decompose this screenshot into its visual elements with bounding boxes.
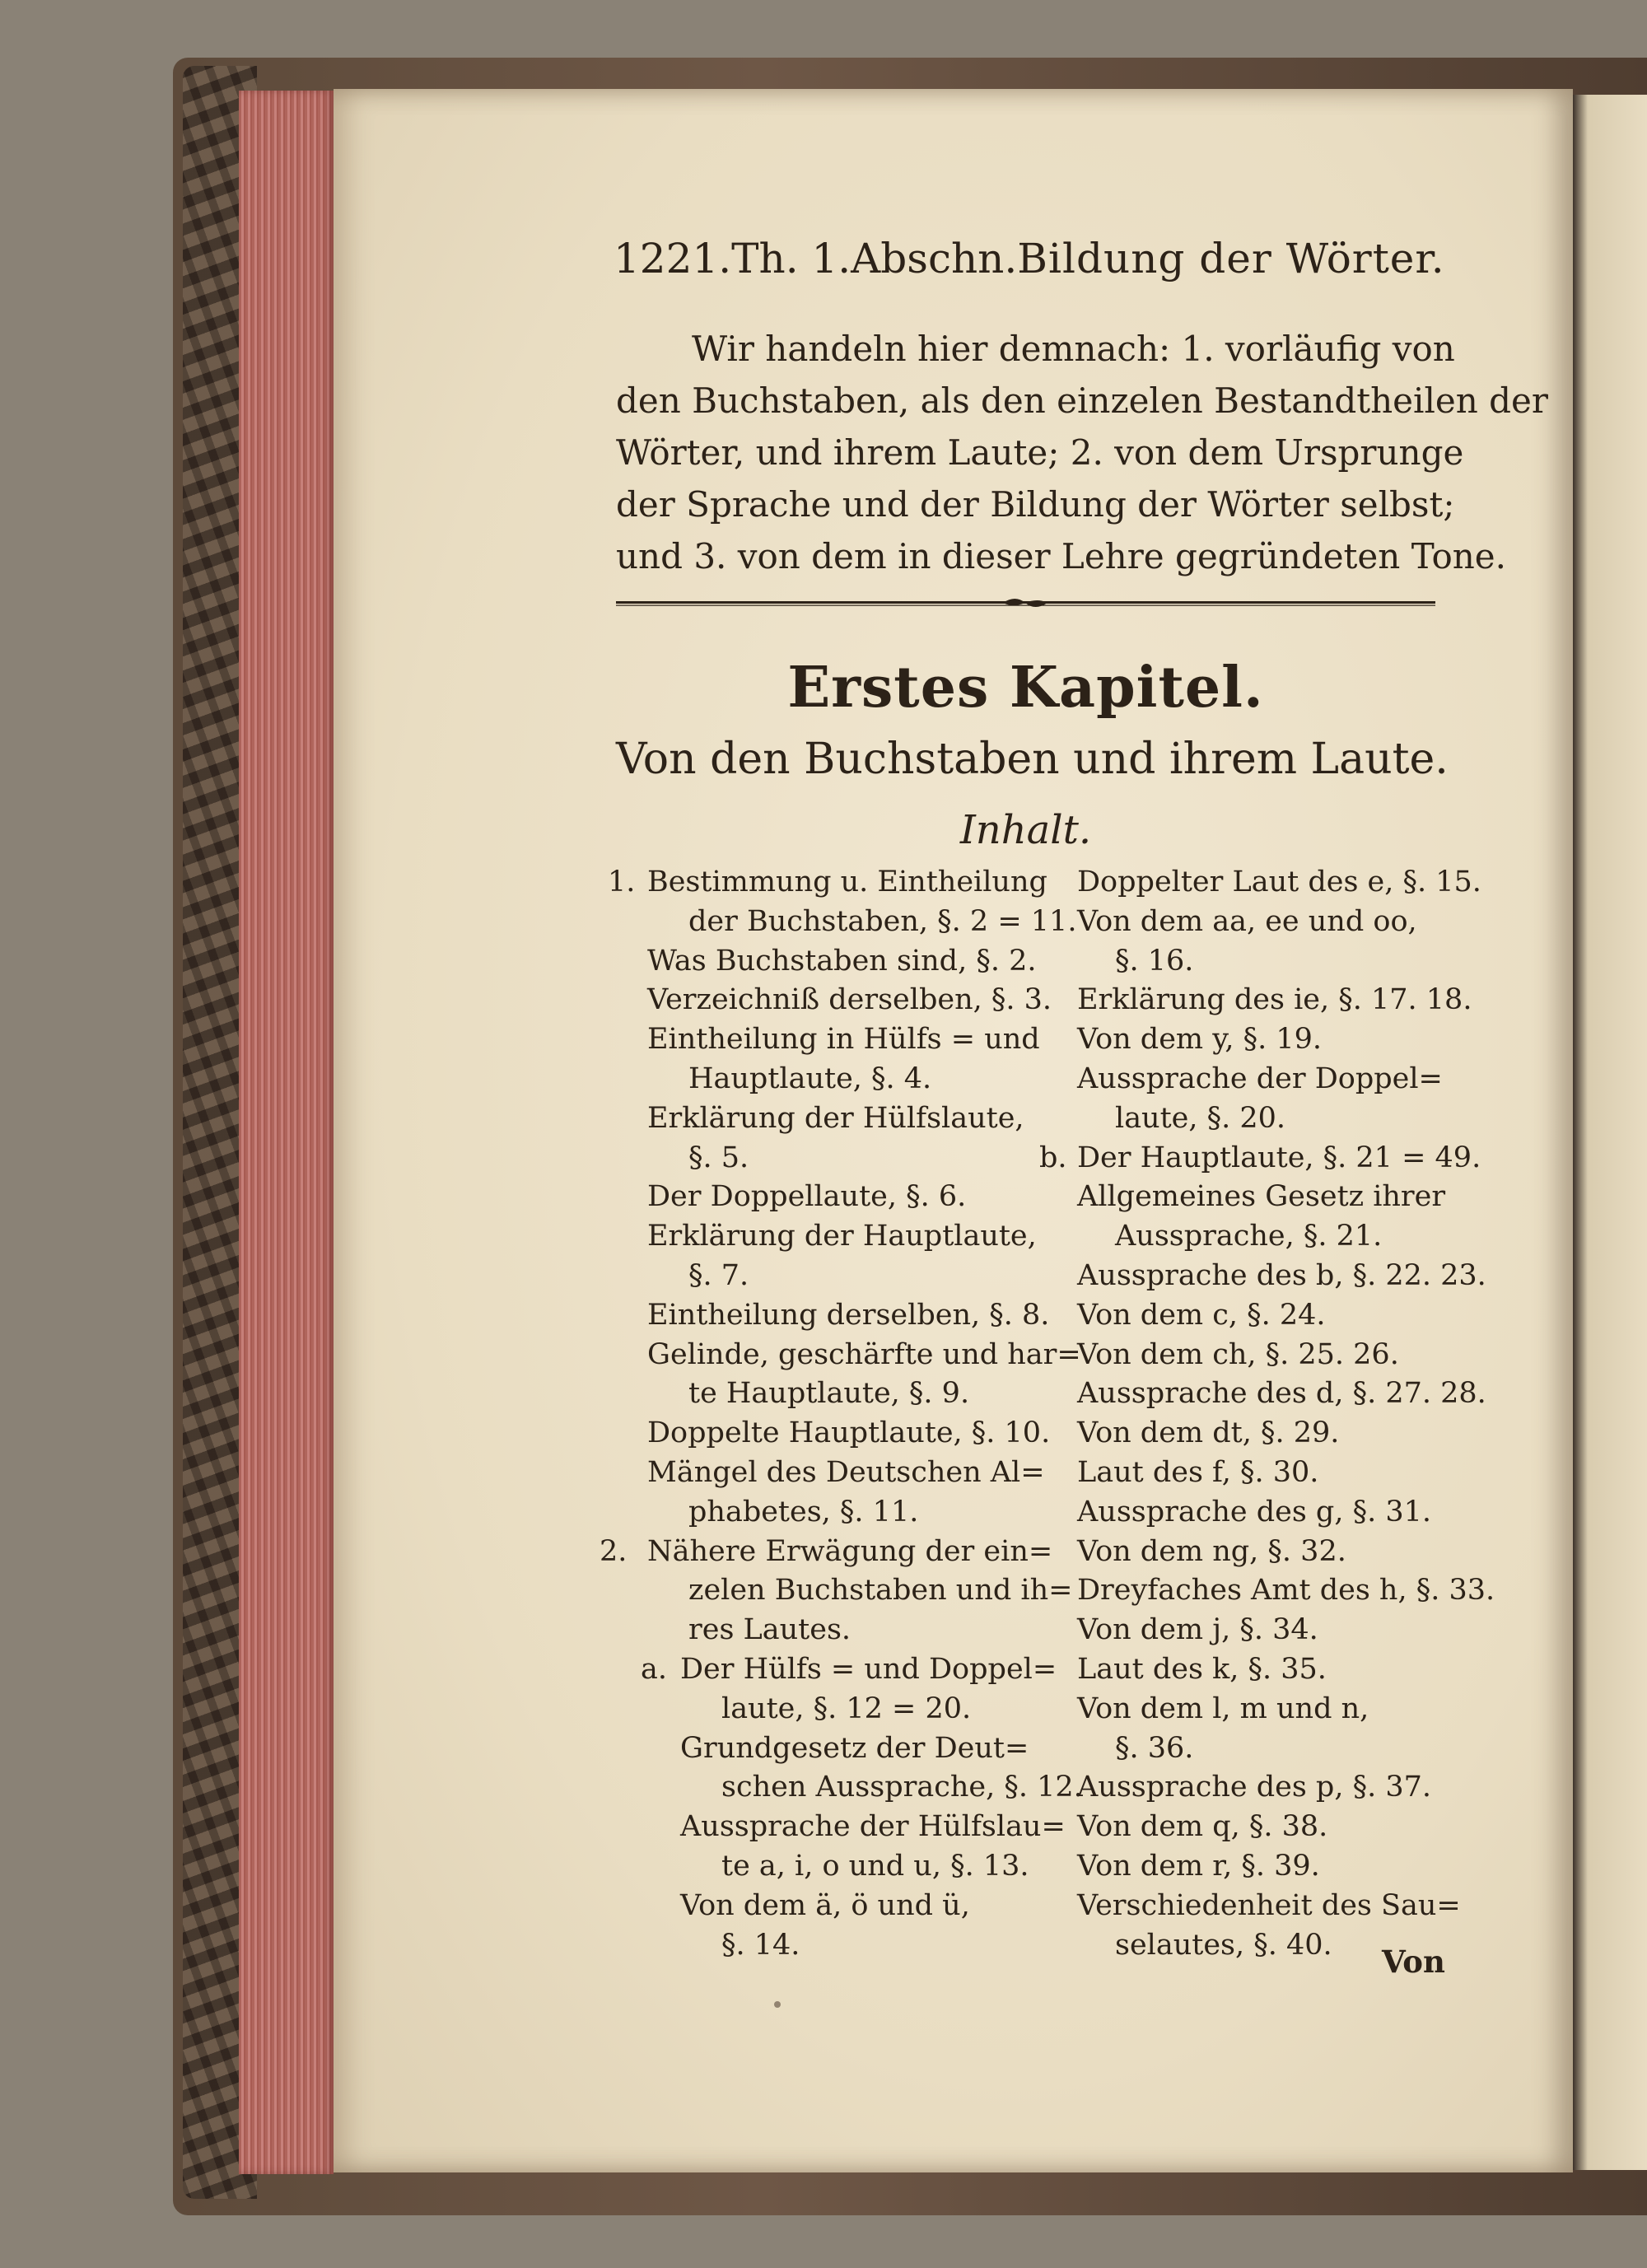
toc-entry-text: Von dem r, §. 39.	[1077, 1849, 1320, 1883]
toc-entry	[1039, 1217, 1435, 1257]
toc-entry-text: Von dem l, m und n,	[1077, 1692, 1369, 1725]
toc-entry	[608, 1099, 1024, 1139]
toc-entry-text: Nähere Erwägung der ein=	[647, 1534, 1053, 1568]
toc-entry-text: Erklärung der Hauptlaute,	[647, 1220, 1037, 1253]
toc-entry-text: Der Doppellaute, §. 6.	[647, 1180, 967, 1214]
toc-entry	[1039, 1926, 1435, 1966]
toc-entry-text: schen Aussprache, §. 12.	[721, 1771, 1083, 1804]
toc-entry-text: Von dem c, §. 24.	[1077, 1298, 1326, 1332]
intro-line: den Buchstaben, als den einzelen Bestandtheilen der	[616, 380, 1548, 421]
toc-entry-text: der Buchstaben, §. 2 = 11.	[688, 904, 1077, 938]
toc-entry-text: te Hauptlaute, §. 9.	[688, 1377, 970, 1411]
red-page-edges	[239, 91, 334, 2174]
intro-line: Wörter, und ihrem Laute; 2. von dem Ursprunge	[616, 432, 1464, 473]
toc-entry	[608, 1139, 1011, 1178]
toc-entry	[1039, 1571, 1495, 1611]
running-header	[614, 235, 1445, 282]
toc-entry	[1039, 1690, 1435, 1729]
toc-entry	[608, 1178, 1011, 1217]
toc-entry-text: Was Buchstaben sind, §. 2.	[647, 944, 1037, 978]
toc-entry-text: Verschiedenheit des Sau=	[1077, 1888, 1461, 1922]
toc-entry-text: Bestimmung u. Eintheilung	[647, 866, 1047, 898]
toc-entry-text: Von dem y, §. 19.	[1077, 1023, 1323, 1057]
toc-entry-text: Mängel des Deutschen Al=	[647, 1455, 1045, 1489]
toc-entry-text: Hauptlaute, §. 4.	[688, 1062, 932, 1095]
toc-entry-text: Aussprache des b, §. 22. 23.	[1077, 1258, 1486, 1292]
toc-entry-text: zelen Buchstaben und ih=	[688, 1574, 1073, 1608]
toc-left-column	[600, 863, 1083, 1965]
intro-line: Wir handeln hier demnach: 1. vorläufig von	[692, 329, 1455, 369]
contents-heading: Inhalt.	[959, 807, 1092, 853]
toc-entry	[608, 1414, 1051, 1454]
toc-entry-text: Der Hauptlaute, §. 21 = 49.	[1077, 1141, 1481, 1174]
toc-entry	[608, 1336, 1081, 1375]
toc-entry	[608, 863, 1047, 903]
facing-page-edge	[1573, 95, 1647, 2170]
toc-entry-text: res Lautes.	[688, 1613, 851, 1647]
toc-entry	[600, 1533, 1053, 1572]
rule-line	[616, 601, 1435, 604]
toc-entry	[608, 1374, 1011, 1414]
toc-entry	[608, 1020, 1040, 1060]
toc-entry	[608, 1926, 1011, 1966]
toc-entry	[1039, 1887, 1461, 1926]
toc-entry-text: Aussprache des d, §. 27. 28.	[1077, 1377, 1486, 1411]
toc-entry	[1039, 1336, 1435, 1375]
toc-entry-text: Von dem aa, ee und oo,	[1077, 904, 1417, 938]
toc-entry	[608, 1690, 1011, 1729]
toc-entry-text: Laut des k, §. 35.	[1077, 1652, 1327, 1686]
toc-entry	[1039, 1611, 1435, 1650]
toc-entry-text: Aussprache des g, §. 31.	[1077, 1495, 1431, 1528]
toc-entry-text: Von dem ä, ö und ü,	[680, 1888, 970, 1922]
toc-entry	[1039, 1847, 1435, 1887]
toc-entry-text: Aussprache der Hülfslau=	[680, 1810, 1066, 1844]
toc-entry-text: Von dem j, §. 34.	[1077, 1613, 1318, 1647]
toc-entry-text: Allgemeines Gesetz ihrer	[1077, 1180, 1446, 1214]
toc-entry	[608, 1493, 1011, 1533]
catchword: Von	[1382, 1944, 1445, 1980]
toc-entry-text: Erklärung der Hülfslaute,	[647, 1101, 1024, 1135]
toc-entry	[1039, 1768, 1435, 1808]
toc-entry-number: b.	[1039, 1141, 1067, 1174]
toc-entry-text: §. 36.	[1115, 1731, 1194, 1765]
toc-entry	[1039, 1650, 1435, 1690]
toc-entry	[608, 1060, 1011, 1099]
toc-entry-number: 1.	[608, 866, 636, 898]
toc-entry-text: §. 14.	[721, 1928, 800, 1962]
toc-entry	[1039, 942, 1435, 982]
toc-entry-text: Doppelte Hauptlaute, §. 10.	[647, 1416, 1051, 1450]
intro-line: und 3. von dem in dieser Lehre gegründeten Tone.	[616, 536, 1506, 576]
toc-entry-text: laute, §. 12 = 20.	[721, 1692, 972, 1725]
toc-entry-text: Gelinde, geschärfte und har=	[647, 1337, 1081, 1371]
toc-entry	[1039, 1808, 1435, 1847]
toc-entry-text: Dreyfaches Amt des h, §. 33.	[1077, 1574, 1495, 1608]
toc-entry	[1039, 981, 1472, 1020]
toc-entry	[608, 1847, 1029, 1887]
toc-entry-text: Doppelter Laut des e, §. 15.	[1077, 866, 1481, 898]
toc-entry-text: Grundgesetz der Deut=	[680, 1731, 1029, 1765]
toc-entry-text: phabetes, §. 11.	[688, 1495, 919, 1528]
toc-entry-text: Von dem dt, §. 29.	[1077, 1416, 1340, 1450]
toc-entry	[608, 1296, 1050, 1336]
ink-spot	[774, 2001, 781, 2008]
chapter-subtitle: Von den Buchstaben und ihrem Laute.	[616, 735, 1449, 784]
toc-entry	[608, 942, 1037, 982]
toc-entry-text: laute, §. 20.	[1115, 1101, 1286, 1135]
toc-entry	[1039, 1060, 1443, 1099]
toc-entry	[608, 1650, 1057, 1690]
toc-entry-number: 2.	[600, 1534, 628, 1568]
toc-entry	[1039, 1099, 1435, 1139]
toc-entry-text: Von dem ch, §. 25. 26.	[1077, 1337, 1399, 1371]
toc-entry	[1039, 1178, 1446, 1217]
toc-entry-text: §. 16.	[1115, 944, 1194, 978]
toc-entry-text: Erklärung des ie, §. 17. 18.	[1077, 983, 1472, 1017]
toc-entry	[1039, 863, 1481, 903]
toc-entry-text: Aussprache der Doppel=	[1077, 1062, 1443, 1095]
toc-entry-text: Laut des f, §. 30.	[1077, 1455, 1319, 1489]
toc-entry-text: §. 7.	[688, 1258, 749, 1292]
ornamental-rule	[616, 595, 1435, 611]
toc-entry-text: Aussprache, §. 21.	[1115, 1220, 1383, 1253]
toc-entry	[1039, 1257, 1486, 1296]
toc-entry-text: Von dem ng, §. 32.	[1077, 1534, 1346, 1568]
toc-entry	[1039, 1139, 1481, 1178]
toc-entry	[1039, 1020, 1435, 1060]
toc-entry-text: Verzeichniß derselben, §. 3.	[647, 983, 1052, 1017]
toc-entry-text: Eintheilung derselben, §. 8.	[647, 1298, 1050, 1332]
toc-entry	[608, 981, 1052, 1020]
toc-entry	[1039, 1533, 1435, 1572]
section-reference: 1.Th. 1.Abschn.	[692, 235, 1018, 282]
toc-entry	[608, 1887, 1011, 1926]
toc-entry-text: selautes, §. 40.	[1115, 1928, 1332, 1962]
toc-entry	[1039, 1296, 1435, 1336]
toc-entry	[1039, 1493, 1435, 1533]
toc-entry	[1039, 1414, 1435, 1454]
intro-line: der Sprache und der Bildung der Wörter selbst;	[616, 484, 1455, 525]
running-title: Bildung der Wörter.	[1017, 235, 1445, 282]
toc-entry	[608, 1808, 1066, 1847]
toc-entry-text: Aussprache des p, §. 37.	[1077, 1771, 1431, 1804]
toc-entry	[1039, 1454, 1435, 1493]
toc-entry	[608, 1571, 1073, 1611]
toc-entry	[1039, 1374, 1486, 1414]
toc-entry	[608, 1729, 1029, 1769]
toc-entry	[1039, 1729, 1435, 1769]
toc-entry	[608, 903, 1077, 942]
toc-entry-text: te a, i, o und u, §. 13.	[721, 1849, 1029, 1883]
chapter-title: Erstes Kapitel.	[787, 655, 1264, 721]
toc-entry	[608, 1217, 1037, 1257]
rule-line-thin	[616, 605, 1435, 606]
toc-entry-text: Von dem q, §. 38.	[1077, 1810, 1328, 1844]
toc-entry-number: a.	[641, 1652, 667, 1686]
toc-entry	[608, 1768, 1083, 1808]
toc-entry	[608, 1257, 1011, 1296]
toc-entry-text: Der Hülfs = und Doppel=	[680, 1652, 1057, 1686]
toc-entry	[608, 1454, 1045, 1493]
toc-entry-text: §. 5.	[688, 1141, 749, 1174]
toc-right-column	[1039, 863, 1495, 1965]
toc-entry	[608, 1611, 1011, 1650]
toc-entry	[1039, 903, 1435, 942]
intro-paragraph	[616, 323, 1548, 582]
toc-entry-text: Eintheilung in Hülfs = und	[647, 1023, 1040, 1057]
page-number: 122	[614, 235, 693, 282]
